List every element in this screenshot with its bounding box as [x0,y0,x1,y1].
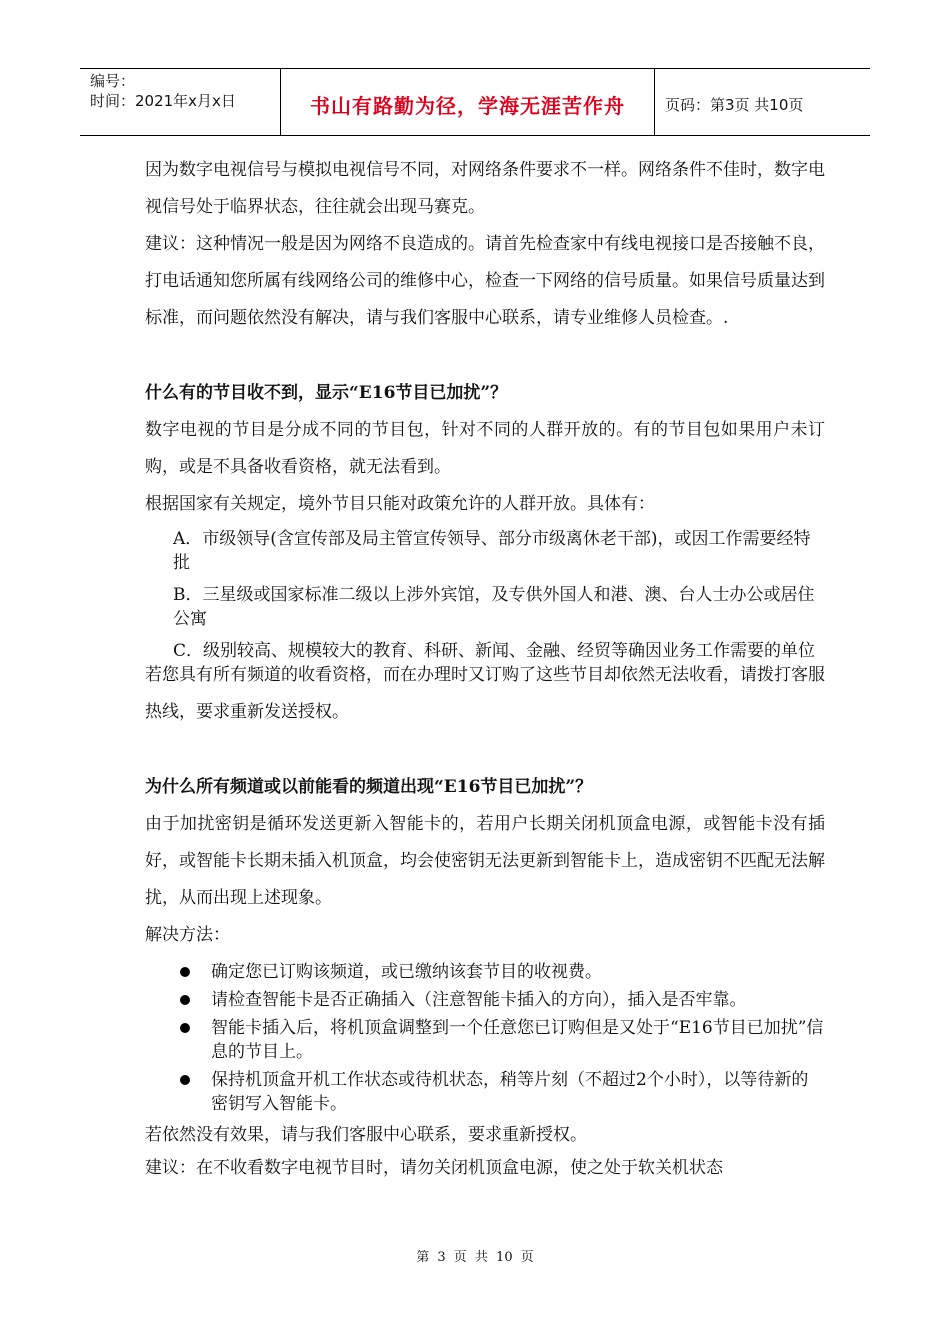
list-item-text: 请检查智能卡是否正确插入（注意智能卡插入的方向），插入是否牢靠。 [211,990,747,1010]
header-page-cell [655,69,870,135]
list-item: B．三星级或国家标准二级以上涉外宾馆，及专供外国人和港、澳、台人士办公或居住公寓 [173,585,815,629]
list-item-text: 智能卡插入后，将机顶盒调整到一个任意您已订购但是又处于“E16节目已加扰”信息的节目上。 [211,1018,824,1062]
list-item: A．市级领导(含宣传部及局主管宣传领导、部分市级离休老干部)，或因工作需要经特批 [173,529,811,573]
section-paragraph: 数字电视的节目是分成不同的节目包，针对不同的人群开放的。有的节目包如果用户未订购，或是不具备收看资格，就无法看到。 [145,420,825,477]
list-item [145,1068,825,1116]
section-paragraph: 根据国家有关规定，境外节目只能对政策允许的人群开放。具体有： [145,494,655,514]
code-label: 编号： [90,72,136,90]
section-heading: 什么有的节目收不到，显示“E16节目已加扰”？ [145,383,508,403]
document-body [145,152,825,1187]
section-suggestion: 建议：在不收看数字电视节目时，请勿关闭机顶盒电源，使之处于软关机状态 [145,1158,723,1178]
eligibility-list [145,527,825,663]
section-spacer [145,337,825,375]
section-paragraph: 若依然没有效果，请与我们客服中心联系，要求重新授权。 [145,1125,587,1145]
page-header [80,68,870,136]
bullet-icon [180,1075,190,1085]
intro-suggestion: 建议：这种情况一般是因为网络不良造成的。请首先检查家中有线电视接口是否接触不良，打电话通知您所属有线网络公司的维修中心，检查一下网络的信号质量。如果信号质量达到标准，而问题依然没有解决，请与我们客服中心联系，请专业维修人员检查。. [145,234,825,328]
header-page-info: 页码：第3页 共10页 [665,95,804,114]
solution-label: 解决方法： [145,925,230,945]
motto-text: 书山有路勤为径，学海无涯苦作舟 [310,93,625,118]
section-spacer [145,731,825,769]
solution-list [145,960,825,1116]
bullet-icon [180,1023,190,1033]
header-meta-cell [80,69,281,135]
bullet-icon [180,967,190,977]
list-item [145,960,825,984]
list-item: C．级别较高、规模较大的教育、科研、新闻、金融、经贸等确因业务工作需要的单位 [173,641,816,661]
section-heading: 为什么所有频道或以前能看的频道出现“E16节目已加扰”？ [145,777,593,797]
intro-paragraph: 因为数字电视信号与模拟电视信号不同，对网络条件要求不一样。网络条件不佳时，数字电视信号处于临界状态，往往就会出现马赛克。 [145,160,825,217]
list-item-text: 保持机顶盒开机工作状态或待机状态，稍等片刻（不超过2个小时），以等待新的密钥写入智能卡。 [211,1070,809,1114]
date-label: 时间：2021年x月x日 [90,92,236,110]
section-paragraph: 由于加扰密钥是循环发送更新入智能卡的，若用户长期关闭机顶盒电源，或智能卡没有插好，或智能卡长期未插入机顶盒，均会使密钥无法更新到智能卡上，造成密钥不匹配无法解扰，从而出现上述现象。 [145,814,825,908]
list-item [145,1016,825,1064]
bullet-icon [180,995,190,1005]
list-item-text: 确定您已订购该频道，或已缴纳该套节目的收视费。 [211,962,602,982]
header-motto-cell [281,69,655,135]
section-paragraph: 若您具有所有频道的收看资格，而在办理时又订购了这些节目却依然无法收看，请拨打客服热线，要求重新发送授权。 [145,665,825,722]
list-item [145,988,825,1012]
page-footer: 第 3 页 共 10 页 [416,1250,534,1265]
